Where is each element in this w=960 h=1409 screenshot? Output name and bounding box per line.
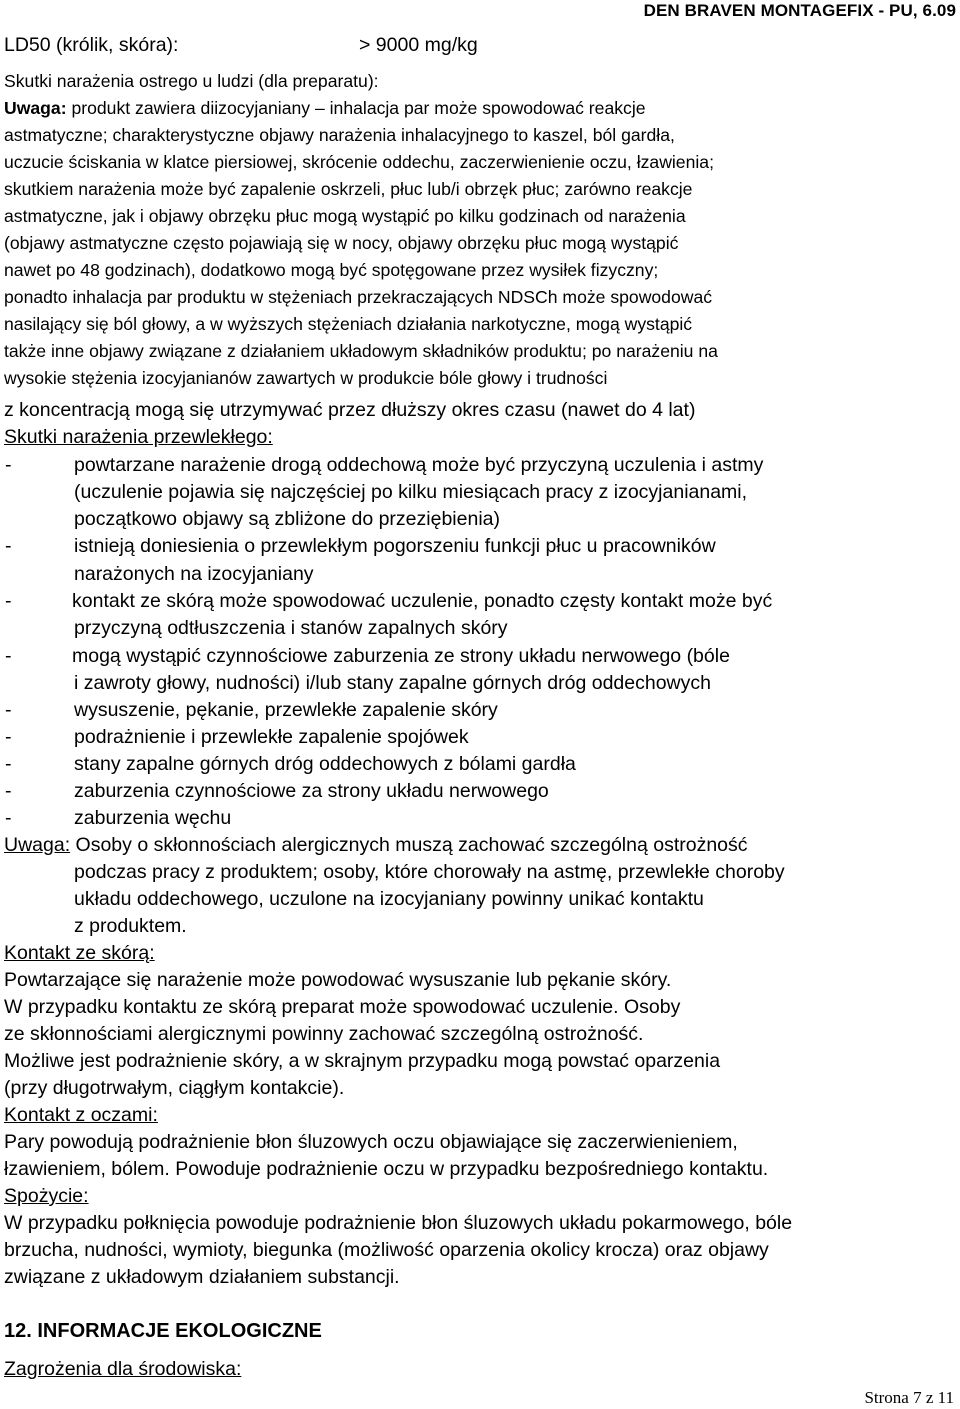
acute-text-line: uczucie ściskania w klatce piersiowej, skrócenie oddechu, zaczerwienienie oczu, łzawienia; (4, 152, 714, 172)
acute-text-line: (objawy astmatyczne często pojawiają się w nocy, objawy obrzęku płuc mogą wystąpić (4, 233, 679, 253)
ingestion-text-line: związane z układowym działaniem substancji. (4, 1266, 400, 1288)
environmental-hazards-heading: Zagrożenia dla środowiska: (4, 1358, 242, 1380)
acute-text-line: astmatyczne, jak i objawy obrzęku płuc mogą wystąpić po kilku godzinach od narażenia (4, 206, 686, 226)
list-item-text: wysuszenie, pękanie, przewlekłe zapalenie skóry (74, 699, 498, 721)
list-item-text: zaburzenia czynnościowe za strony układu nerwowego (74, 780, 549, 802)
chronic-exposure-heading: Skutki narażenia przewlekłego: (4, 426, 273, 448)
list-item-text: początkowo objawy są zbliżone do przeziębienia) (74, 508, 500, 530)
list-item-text: i zawroty głowy, nudności) i/lub stany zapalne górnych dróg oddechowych (74, 672, 711, 694)
chronic-note-line: podczas pracy z produktem; osoby, które chorowały na astmę, przewlekłe choroby (74, 861, 785, 883)
ingestion-text-line: brzucha, nudności, wymioty, biegunka (możliwość oparzenia okolicy krocza) oraz objawy (4, 1239, 769, 1261)
list-item-text: zaburzenia węchu (74, 807, 232, 829)
list-dash: - (5, 726, 12, 748)
chronic-note-line: układu oddechowego, uczulone na izocyjaniany powinny unikać kontaktu (74, 888, 704, 910)
skin-text-line: W przypadku kontaktu ze skórą preparat może spowodować uczulenie. Osoby (4, 996, 681, 1018)
acute-text-line: nasilający się ból głowy, a w wyższych stężeniach działania narkotyczne, mogą wystąpić (4, 314, 693, 334)
ingestion-heading: Spożycie: (4, 1185, 89, 1207)
list-dash: - (5, 454, 12, 476)
acute-text-line: astmatyczne; charakterystyczne objawy narażenia inhalacyjnego to kaszel, ból gardła, (4, 125, 675, 145)
acute-text-line: ponadto inhalacja par produktu w stężeniach przekraczających NDSCh może spowodować (4, 287, 713, 307)
chronic-note-line: Uwaga: Osoby o skłonnościach alergicznych muszą zachować szczególną ostrożność (4, 834, 748, 856)
acute-text-line: nawet po 48 godzinach), dodatkowo mogą być spotęgowane przez wysiłek fizyczny; (4, 260, 659, 280)
acute-text-line: Uwaga: produkt zawiera diizocyjaniany – inhalacja par może spowodować reakcje (4, 98, 646, 118)
ingestion-text-line: W przypadku połknięcia powoduje podrażnienie błon śluzowych układu pokarmowego, bóle (4, 1212, 793, 1234)
skin-text-line: Możliwe jest podrażnienie skóry, a w skrajnym przypadku mogą powstać oparzenia (4, 1050, 721, 1072)
page-number: Strona 7 z 11 (864, 1388, 954, 1407)
acute-warning-label: Uwaga: (4, 98, 67, 118)
acute-text-line: z koncentracją mogą się utrzymywać przez dłuższy okres czasu (nawet do 4 lat) (4, 399, 696, 421)
acute-text-line: skutkiem narażenia może być zapalenie oskrzeli, płuc lub/i obrzęk płuc; zarówno reakcje (4, 179, 693, 199)
ld50-value: > 9000 mg/kg (359, 34, 478, 56)
section-12-heading: 12. INFORMACJE EKOLOGICZNE (4, 1320, 322, 1342)
list-dash: - (5, 645, 12, 667)
list-item-text: przyczyną odtłuszczenia i stanów zapalnych skóry (74, 617, 508, 639)
list-dash: - (5, 753, 12, 775)
eye-text-line: Pary powodują podrażnienie błon śluzowych oczu objawiające się zaczerwienieniem, (4, 1131, 738, 1153)
list-item-text: (uczulenie pojawia się najczęściej po kilku miesiącach pracy z izocyjanianami, (74, 481, 748, 503)
acute-text-line: także inne objawy związane z działaniem układowym składników produktu; po narażeniu na (4, 341, 718, 361)
ld50-label: LD50 (królik, skóra): (4, 34, 179, 56)
document-header-title: DEN BRAVEN MONTAGEFIX - PU, 6.09 (643, 1, 956, 20)
list-dash: - (5, 535, 12, 557)
list-item-text: stany zapalne górnych dróg oddechowych z bólami gardła (74, 753, 576, 775)
skin-text-line: (przy długotrwałym, ciągłym kontakcie). (4, 1077, 345, 1099)
acute-exposure-heading: Skutki narażenia ostrego u ludzi (dla preparatu): (4, 71, 379, 91)
list-item-text: narażonych na izocyjaniany (74, 563, 314, 585)
list-item-text: istnieją doniesienia o przewlekłym pogorszeniu funkcji płuc u pracowników (74, 535, 716, 557)
skin-contact-heading: Kontakt ze skórą: (4, 942, 155, 964)
list-dash: - (5, 780, 12, 802)
list-item-text: kontakt ze skórą może spowodować uczulenie, ponadto częsty kontakt może być (72, 590, 773, 612)
list-dash: - (5, 807, 12, 829)
chronic-note-line: z produktem. (74, 915, 187, 937)
skin-text-line: Powtarzające się narażenie może powodować wysuszanie lub pękanie skóry. (4, 969, 672, 991)
list-item-text: podrażnienie i przewlekłe zapalenie spojówek (74, 726, 469, 748)
eye-text-line: łzawieniem, bólem. Powoduje podrażnienie oczu w przypadku bezpośredniego kontaktu. (4, 1158, 769, 1180)
list-item-text: mogą wystąpić czynnościowe zaburzenia ze strony układu nerwowego (bóle (72, 645, 730, 667)
list-item-text: powtarzane narażenie drogą oddechową może być przyczyną uczulenia i astmy (74, 454, 764, 476)
eye-contact-heading: Kontakt z oczami: (4, 1104, 158, 1126)
skin-text-line: ze skłonnościami alergicznymi powinny zachować szczególną ostrożność. (4, 1023, 644, 1045)
acute-text-line: wysokie stężenia izocyjanianów zawartych w produkcie bóle głowy i trudności (4, 368, 608, 388)
list-dash: - (5, 699, 12, 721)
list-dash: - (5, 590, 12, 612)
chronic-note-label: Uwaga: (4, 834, 71, 856)
